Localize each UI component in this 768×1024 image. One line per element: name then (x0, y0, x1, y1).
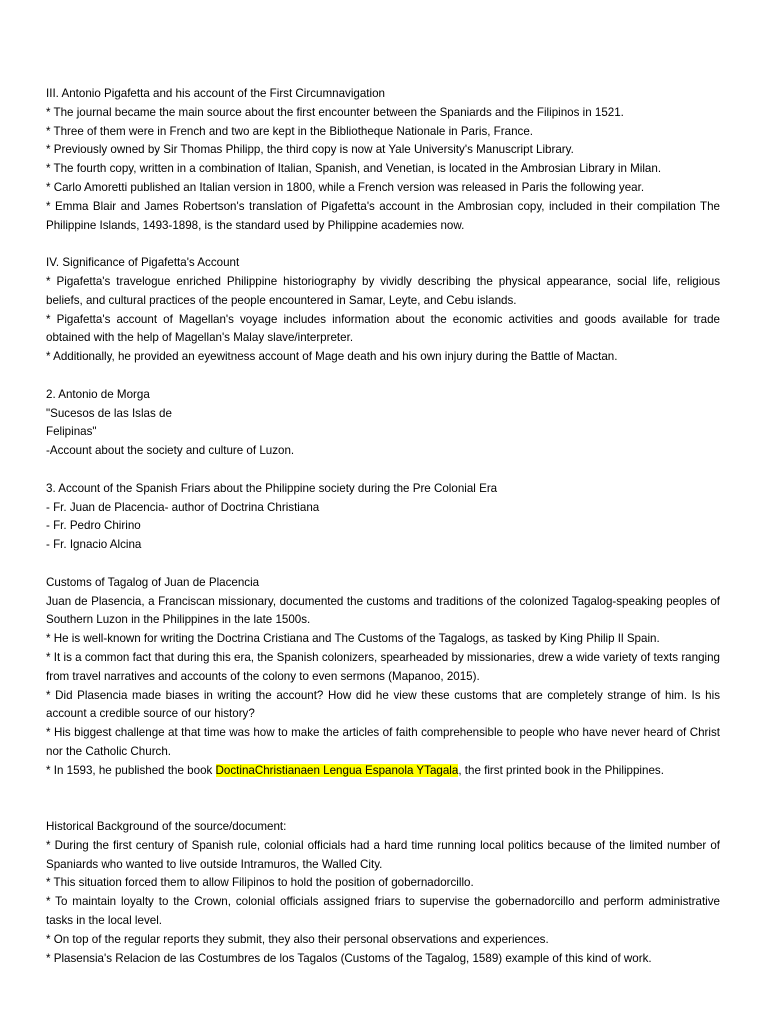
text-line: * On top of the regular reports they submit, they also their personal observations and experiences. (46, 932, 549, 946)
text-line: * It is a common fact that during this era, the Spanish colonizers, spearheaded by missionaries, drew a wide variety of texts ranging from travel narratives and accounts of the colony to even sermons (Mapanoo, 2015). (46, 650, 720, 683)
spacer (46, 461, 720, 480)
text-line: * He is well-known for writing the Doctrina Cristiana and The Customs of the Tagalogs, as tasked by King Philip Il Spain. (46, 632, 660, 646)
text-line: * Pigafetta's travelogue enriched Philippine historiography by vividly describing the physical appearance, social life, religious beliefs, and cultural practices of the people encountered in Samar, Leyte, and Cebu islands. (46, 274, 720, 307)
highlighted-book-title: DoctinaChristianaen Lengua Espanola YTagala (215, 763, 459, 777)
text-line: -Account about the society and culture of Luzon. (46, 444, 295, 458)
text-line: * Additionally, he provided an eyewitness account of Mage death and his own injury during the Battle of Mactan. (46, 350, 618, 364)
document-page (46, 85, 720, 968)
section-heading-morga: 2. Antonio de Morga (46, 387, 150, 401)
text-line: * To maintain loyalty to the Crown, colonial officials assigned friars to supervise the gobernadorcillo and perform administrative tasks in the local level. (46, 895, 720, 928)
text-line: * The journal became the main source about the first encounter between the Spaniards and the Filipinos in 1521. (46, 105, 624, 119)
text-line: * Did Plasencia made biases in writing the account? How did he view these customs that are completely strange of him. Is his account a credible source of our history? (46, 688, 720, 721)
text-line: * Plasensia's Relacion de las Costumbres de los Tagalos (Customs of the Tagalog, 1589) example of this kind of work. (46, 951, 652, 965)
text-line: * Emma Blair and James Robertson's translation of Pigafetta's account in the Ambrosian copy, included in their compilation The Philippine Islands, 1493-1898, is the standard used by Philippine academies now. (46, 199, 720, 232)
text-line: "Sucesos de las Islas de (46, 406, 172, 420)
text-segment: , the first printed book in the Philippines. (458, 763, 664, 777)
text-line: * During the first century of Spanish rule, colonial officials had a hard time running local politics because of the limited number of Spaniards who wanted to live outside Intramuros, the Walled City. (46, 838, 720, 871)
text-line: * His biggest challenge at that time was how to make the articles of faith comprehensible to people who have never heard of Christ nor the Catholic Church. (46, 726, 720, 758)
text-line: - Fr. Ignacio Alcina (46, 538, 142, 552)
text-segment: * In 1593, he published the book (46, 763, 216, 777)
spacer (46, 367, 720, 386)
text-line: * Pigafetta's account of Magellan's voyage includes information about the economic activities and goods available for trade obtained with the help of Magellan's Malay slave/interpreter. (46, 312, 720, 345)
section-heading-significance: IV. Significance of Pigafetta's Account (46, 256, 240, 270)
text-line: Juan de Plasencia, a Franciscan missionary, documented the customs and traditions of the colonized Tagalog-speaking peoples of Southern Luzon in the Philippines in the late 1500s. (46, 594, 720, 627)
spacer (46, 235, 720, 254)
text-line: * Three of them were in French and two are kept in the Bibliotheque Nationale in Paris, France. (46, 124, 533, 138)
text-line: * Previously owned by Sir Thomas Philipp, the third copy is now at Yale University's Manuscript Library. (46, 143, 574, 157)
text-line: * The fourth copy, written in a combination of Italian, Spanish, and Venetian, is located in the Ambrosian Library in Milan. (46, 162, 662, 176)
text-line: - Fr. Juan de Placencia- author of Doctrina Christiana (46, 500, 320, 514)
text-line: * Carlo Amoretti published an Italian version in 1800, while a French version was released in Paris the following year. (46, 180, 645, 194)
text-line: - Fr. Pedro Chirino (46, 519, 141, 533)
text-line: Felipinas" (46, 425, 97, 439)
text-line-highlighted (46, 762, 720, 781)
text-line: * This situation forced them to allow Filipinos to hold the position of gobernadorcillo. (46, 876, 474, 890)
section-heading-friars: 3. Account of the Spanish Friars about the Philippine society during the Pre Colonial Era (46, 481, 498, 495)
spacer (46, 555, 720, 574)
spacer (46, 780, 720, 818)
section-heading-customs: Customs of Tagalog of Juan de Placencia (46, 575, 260, 589)
section-heading-historical-background: Historical Background of the source/document: (46, 820, 287, 834)
section-heading-pigafetta: III. Antonio Pigafetta and his account of the First Circumnavigation (46, 87, 385, 100)
